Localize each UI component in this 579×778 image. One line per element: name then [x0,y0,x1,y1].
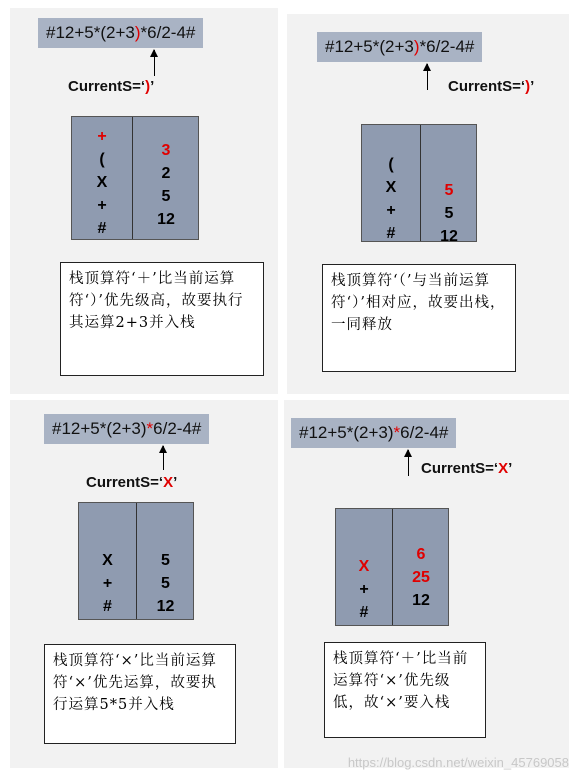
expression-current-char: ) [134,23,141,42]
expression-text: #12+5*(2+3 [325,37,414,56]
operator-stack [72,125,132,240]
operand-cell: 5 [444,182,454,199]
operand-cell: 5 [161,552,170,569]
current-symbol-label: CurrentS=‘)’ [68,78,155,95]
operand-cell: 3 [161,142,171,159]
expression-current-char: * [146,419,154,438]
operand-cell: 2 [161,165,171,182]
operator-cell: # [386,225,396,242]
current-symbol-label: CurrentS=‘)’ [448,78,535,95]
expression-text: #12+5*(2+3) [299,423,394,442]
operator-cell: X [96,174,108,191]
pointer-arrow [163,446,164,470]
pointer-arrow [154,50,155,76]
watermark: https://blog.csdn.net/weixin_45769058 [347,755,569,770]
pointer-arrow [408,450,409,476]
operator-cell: X [358,558,370,575]
expression-rest: 6/2-4# [153,419,202,438]
expression-current-char: * [393,423,401,442]
operand-stack [137,549,194,618]
current-symbol: ) [145,78,151,95]
operand-stack [133,139,199,231]
expression-box [38,18,203,48]
operand-cell: 5 [161,188,171,205]
operand-cell: 5 [444,205,454,222]
operand-cell: 12 [156,598,175,615]
expression-box [44,414,209,444]
stack-diagram [335,508,449,626]
explanation-note: 栈顶算符‘×’比当前运算符‘×’优先运算，故要执行运算5*5并入栈 [44,644,236,744]
expression-rest: *6/2-4# [140,23,196,42]
operator-cell: # [103,598,112,615]
stack-diagram [361,124,477,245]
expression-rest: *6/2-4# [419,37,475,56]
stack-diagram [78,502,194,620]
current-symbol: X [163,474,174,491]
current-symbol: X [498,460,509,477]
expression-current-char: ) [413,37,420,56]
operator-stack [336,555,392,624]
operand-cell: 25 [412,569,430,586]
operator-cell: + [102,575,113,592]
current-symbol-label: CurrentS=‘X’ [421,460,513,477]
operator-cell: + [386,202,396,219]
operator-cell: # [97,220,107,237]
operand-cell: 12 [157,211,175,228]
operator-cell: + [97,128,107,145]
operand-stack [393,543,449,612]
stack-diagram [71,116,199,240]
operand-cell: 6 [416,546,426,563]
expression-box [317,32,482,62]
operator-cell: X [385,179,397,196]
expression-text: #12+5*(2+3 [46,23,135,42]
operator-stack [79,549,136,618]
operator-cell: X [102,552,113,569]
operator-cell: # [359,604,369,621]
operand-cell: 5 [161,575,170,592]
current-symbol: ) [525,78,531,95]
expression-box [291,418,456,448]
operand-cell: 12 [412,592,430,609]
current-symbol-label: CurrentS=‘X’ [86,474,178,491]
expression-rest: 6/2-4# [400,423,449,442]
operator-cell: + [97,197,107,214]
operator-cell: + [359,581,369,598]
explanation-note: 栈顶算符‘＋’比当前运算符‘）’优先级高，故要执行其运算2+3并入栈 [60,262,264,376]
explanation-note: 栈顶算符‘＋’比当前运算符‘×’优先级低，故‘×’要入栈 [324,642,486,738]
operand-cell: 12 [440,228,458,245]
operator-cell: ( [388,156,394,173]
pointer-arrow [427,64,428,90]
operator-stack [362,153,420,245]
expression-text: #12+5*(2+3) [52,419,147,438]
explanation-note: 栈顶算符‘（’与当前运算符‘）’相对应，故要出栈，一同释放 [322,264,516,372]
operator-cell: ( [99,151,105,168]
operand-stack [421,179,477,248]
